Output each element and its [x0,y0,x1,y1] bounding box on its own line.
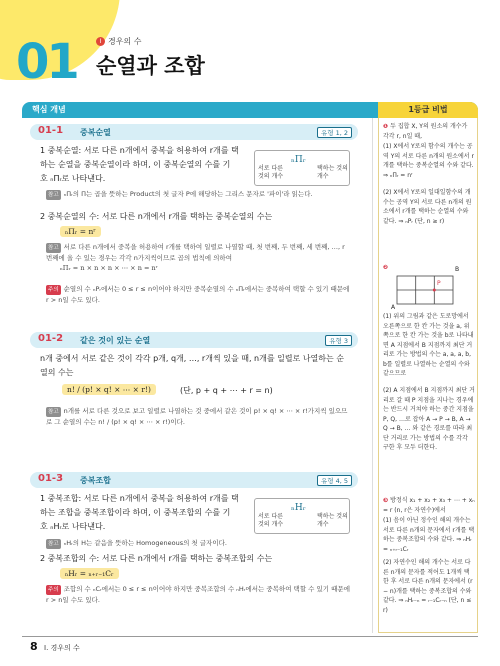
section-tag: 유형 1, 2 [317,127,352,138]
caution-tag: 주의 [48,587,59,593]
tip-1-intro: ❶ 두 집합 X, Y의 원소의 개수가 각각 r, n일 때, [383,123,468,140]
tip-2-marker: ❷ [383,264,389,271]
unit-text: 경우의 수 [108,37,142,46]
s1-note-2 [46,242,350,263]
note-tag: 참고 [48,409,59,415]
note-tag: 참고 [48,245,59,251]
notation-diagram-1 [254,150,350,186]
section-header-2 [30,332,358,348]
unit-badge: I [96,37,105,46]
s1-def-line-3: 호 ₙΠᵣ로 나타낸다. [40,174,106,183]
notation-right-label: 택하는 것의 개수 [317,513,348,528]
note-text: ₙΠᵣ의 Π는 곱을 뜻하는 Product의 첫 글자 P에 해당하는 그리스 문자로 '파이'라 읽는다. [63,190,313,198]
s3-def-line-1: 1 중복조합: 서로 다른 n개에서 중복을 허용하여 r개를 택 [40,494,239,503]
s1-count: 2 중복순열의 수: 서로 다른 n개에서 r개를 택하는 중복순열의 수는 [40,212,273,221]
s1-def-line-1: 1 중복순열: 서로 다른 n개에서 중복을 허용하여 r개를 택 [40,146,239,155]
grid-label-a: A [391,304,396,311]
caution-text: 순열의 수 ₙPᵣ에서는 0 ≤ r ≤ n이어야 하지만 중복순열의 수 ₙΠᵣ에서는 중복하여 택할 수 있기 때문에 r > n일 수도 있다. [46,285,350,304]
note-text: 서로 다른 n개에서 중복을 허용하여 r개를 택하여 일렬로 나열할 때, 첫 번째, 두 번째, 세 번째, …, r번째에 올 수 있는 경우는 각각 n가지씩이므로 곱의 법칙에 의하여 [46,243,345,262]
section-tag: 유형 3 [325,335,352,346]
section-header-1 [30,124,358,140]
section-number: 01-3 [38,473,64,484]
notation-diagram-3 [254,498,350,534]
s1-def-line-2: 하는 순열을 중복순열이라 하며, 이 중복순열의 수를 기 [40,160,231,169]
s2-formula: n! / (p! × q! × ⋯ × r!) [62,384,156,395]
notation-right-label: 택하는 것의 개수 [317,165,348,180]
s1-caution [46,284,350,305]
s3-definition [40,492,250,534]
s3-caution [46,584,350,605]
s2-definition: n개 중에서 서로 같은 것이 각각 p개, q개, …, r개씩 있을 때, n개를 일렬로 나열하는 순열의 수는 [40,354,345,377]
notation-left-label: 서로 다른 것의 개수 [258,165,284,180]
s1-formula: ₙΠᵣ = nʳ [60,226,101,237]
page-number: 8 [30,640,38,653]
unit-label [96,36,141,47]
footer-divider [22,636,478,637]
concept-column [22,118,366,140]
road-grid-figure [395,272,459,308]
tip-3-item-1: (1) 음이 아닌 정수인 해의 개수는 서로 다른 n개의 문자에서 r개를 택하는 중복조합의 수와 같다. ⇒ ₙHᵣ = ₙ₊ᵣ₋₁Cᵣ [383,517,475,553]
s2-note [46,406,350,427]
s1-note-formula: ₙΠᵣ = n × n × n × ⋯ × n = nʳ [60,264,158,272]
s2-formula-condition: (단, p + q + ⋯ + r = n) [180,386,273,395]
s3-def-line-2: 하는 조합을 중복조합이라 하며, 이 중복조합의 수를 기 [40,508,231,517]
column-divider [372,118,373,633]
tips-column [378,118,478,633]
section-title: 같은 것이 있는 순열 [80,336,151,345]
notation-left-label: 서로 다른 것의 개수 [258,513,284,528]
caution-text: 조합의 수 ₙCᵣ에서는 0 ≤ r ≤ n이어야 하지만 중복조합의 수 ₙHᵣ에서는 중복하여 택할 수 있기 때문에 r > n일 수도 있다. [46,585,350,604]
note-tag: 참고 [48,192,59,198]
section-number: 01-1 [38,125,64,136]
note-text: n개를 서로 다른 것으로 보고 일렬로 나열하는 것 중에서 같은 것이 p! × q! × ⋯ × r!가지씩 있으므로 그 순열의 수는 n! / (p! × q! × ⋯ × r!)이다. [46,407,348,426]
tip-2-item-1: (1) 위의 그림과 같은 도로망에서 오른쪽으로 한 칸 가는 것을 a, 위쪽으로 한 칸 가는 것을 b로 나타내면 A 지점에서 B 지점까지 최단 거리로 가는 방법의 수는 a, a, a, b, b를 일렬로 나열하는 순열의 수와 같으므로 [383,313,474,377]
section-title: 중복순열 [80,128,111,137]
core-concept-label: 핵심 개념 [32,105,66,114]
s3-count: 2 중복조합의 수: 서로 다른 n개에서 r개를 택하는 중복조합의 수는 [40,554,273,563]
tips-label: 1등급 비법 [378,102,478,118]
note-tag: 참고 [48,541,59,547]
tip-3-item-2: (2) 자연수인 해의 개수는 서로 다른 n개의 문자를 적어도 1개씩 택한 후 서로 다른 n개의 문자에서 (r − n)개를 택하는 중복조합의 수와 같다. ⇒ ₙHᵣ₋ₙ = ᵣ₋₁Cᵣ₋ₙ (단, n ≤ r) [383,559,473,614]
s3-note [46,538,350,549]
tip-1-item-2: (2) X에서 Y로의 일대일함수의 개수는 공역 Y의 서로 다른 n개의 원소에서 r개를 택하는 순열의 수와 같다. ⇒ ₙPᵣ (단, n ≥ r) [383,189,472,225]
tip-2-item-2: (2) A 지점에서 B 지점까지 최단 거리로 갈 때 P 지점을 지나는 경우에는 반드시 거쳐야 하는 중간 지점을 P, Q, …로 잡아 A → P → B, A → Q → B, … 와 같은 경로를 따라 최단 거리로 가는 방법의 수를 각각 구한 후 모두 더한다. [383,387,475,451]
notation-symbol: ₙΠᵣ [291,155,306,165]
caution-tag: 주의 [48,287,59,293]
grid-label-p: P [437,280,441,287]
tip-1-item-1: (1) X에서 Y로의 함수의 개수는 공역 Y의 서로 다른 n개의 원소에서 r개를 택하는 중복순열의 수와 같다. ⇒ ₙΠᵣ = nʳ [383,143,474,179]
page-title: 순열과 조합 [96,54,205,78]
section-title: 중복조합 [80,476,111,485]
notation-symbol: ₙHᵣ [291,503,306,513]
footer-chapter: I. 경우의 수 [44,644,80,652]
s1-definition [40,144,250,186]
note-text: ₙHᵣ의 H는 같음을 뜻하는 Homogeneous의 첫 글자이다. [63,539,227,547]
section-header-3 [30,472,358,488]
s1-note-1 [46,189,346,200]
tip-3-intro: ❸ 방정식 x₁ + x₂ + x₃ + ⋯ + xₙ = r (n, r은 자연수)에서 [383,497,475,514]
grid-label-b: B [455,266,460,273]
s3-formula: ₙHᵣ = ₙ₊ᵣ₋₁Cᵣ [60,568,119,579]
chapter-number: 01 [16,34,77,90]
s3-def-line-3: 호 ₙHᵣ로 나타낸다. [40,522,106,531]
top-bar [22,102,478,118]
section-number: 01-2 [38,333,64,344]
section-tag: 유형 4, 5 [317,475,352,486]
